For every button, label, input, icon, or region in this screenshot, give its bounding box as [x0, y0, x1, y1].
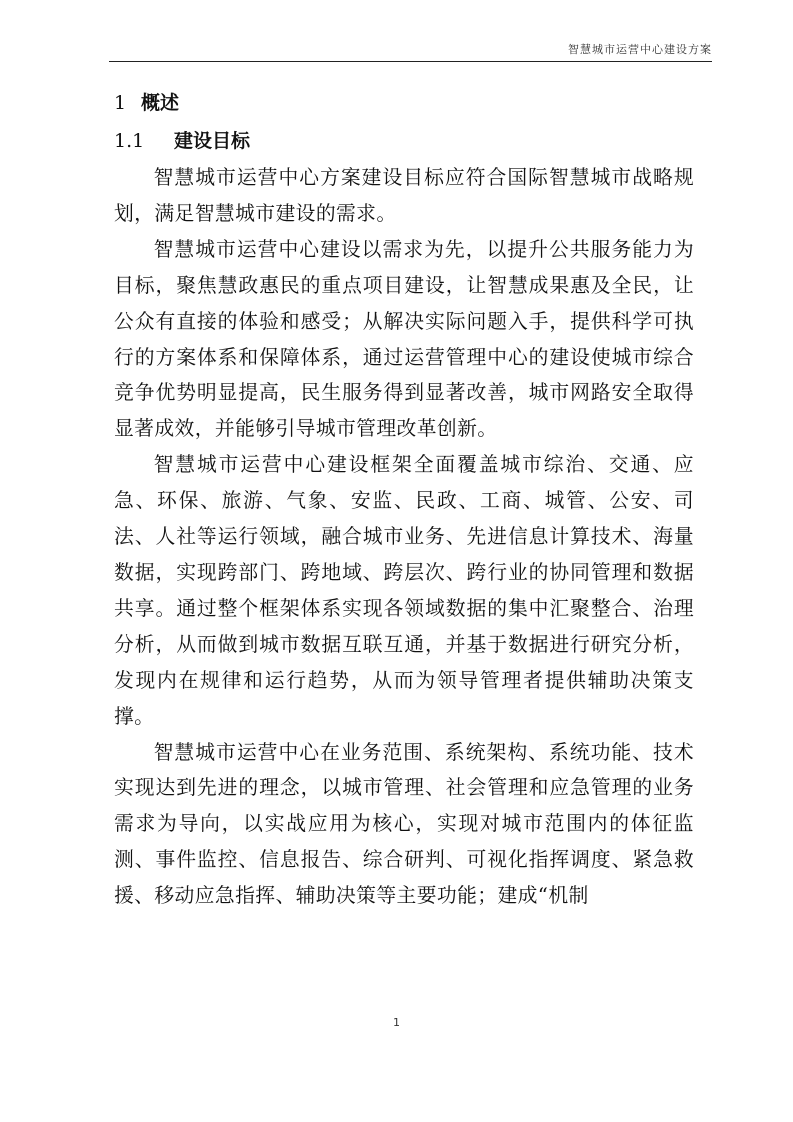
section-title: 概述	[141, 92, 180, 114]
page-content	[114, 84, 694, 914]
page-footer	[0, 1016, 793, 1029]
body-paragraph: 智慧城市运营中心建设框架全面覆盖城市综治、交通、应急、环保、旅游、气象、安监、民政、工商、城管、公安、司法、人社等运行领域，融合城市业务、先进信息计算技术、海量数据，实现跨部门、跨地域、跨层次、跨行业的协同管理和数据共享。通过整个框架体系实现各领域数据的集中汇聚整合、治理分析，从而做到城市数据互联互通，并基于数据进行研究分析，发现内在规律和运行趋势，从而为领导管理者提供辅助决策支撑。	[114, 453, 694, 728]
body-paragraph: 智慧城市运营中心方案建设目标应符合国际智慧城市战略规划，满足智慧城市建设的需求。	[114, 166, 694, 225]
section-heading-1	[114, 84, 694, 122]
header-document-title: 智慧城市运营中心建设方案	[568, 43, 712, 56]
subsection-heading-1-1	[114, 122, 694, 160]
page-number: 1	[393, 1016, 400, 1029]
body-paragraph: 智慧城市运营中心建设以需求为先，以提升公共服务能力为目标，聚焦慧政惠民的重点项目建设，让智慧成果惠及全民，让公众有直接的体验和感受；从解决实际问题入手，提供科学可执行的方案体系和保障体系，通过运营管理中心的建设使城市综合竞争优势明显提高，民生服务得到显著改善，城市网路安全取得显著成效，并能够引导城市管理改革创新。	[114, 237, 694, 441]
subsection-title: 建设目标	[174, 130, 251, 152]
subsection-number: 1.1	[114, 130, 145, 152]
section-number: 1	[114, 92, 127, 114]
page-header	[109, 40, 712, 62]
body-paragraph: 智慧城市运营中心在业务范围、系统架构、系统功能、技术实现达到先进的理念，以城市管理、社会管理和应急管理的业务需求为导向，以实战应用为核心，实现对城市范围内的体征监测、事件监控、信息报告、综合研判、可视化指挥调度、紧急救援、移动应急指挥、辅助决策等主要功能；建成“机制	[114, 740, 694, 908]
